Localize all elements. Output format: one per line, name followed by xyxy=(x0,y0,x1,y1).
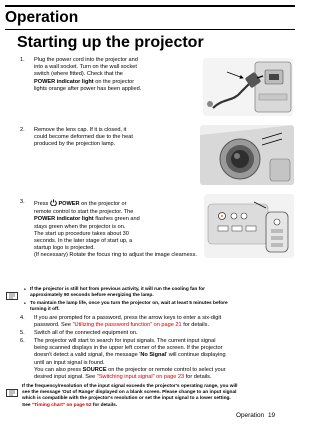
power-icon xyxy=(50,199,57,209)
note-icon xyxy=(6,384,20,402)
text-line: If the frequency/resolution of the input signal exceeds the projector's operating range, you will xyxy=(22,384,238,389)
step-number: 3. xyxy=(20,199,25,205)
page-number: 19 xyxy=(268,412,276,419)
step-text xyxy=(34,315,296,329)
text-line: POWER indicator light on the projector xyxy=(34,78,135,85)
step-text xyxy=(34,127,133,149)
text-line: until an input signal is found. xyxy=(34,359,105,366)
text-line: lights orange after power has been applied. xyxy=(34,85,142,92)
text-line: which is compatible with the projector's resolution or set the input signal to a lower setting. xyxy=(22,396,231,402)
text-line: doesn't detect a valid signal, the message 'No Signal' will continue displaying xyxy=(34,352,226,359)
text-line: If you are prompted for a password, press the arrow keys to enter a six-digit xyxy=(34,315,222,321)
input-signal-link[interactable]: "Switching input signal" on page 23 xyxy=(96,374,185,381)
note-bullet: • xyxy=(24,287,26,293)
text-line: could become deformed due to the heat xyxy=(34,134,133,141)
text-line: see the message 'Out of Range' displayed on a blank screen. Please change to an input signal xyxy=(22,390,237,396)
text-line: Press POWER on the projector or xyxy=(34,199,299,209)
step-number: 5. xyxy=(20,330,25,336)
password-link[interactable]: "Utilizing the password function" on page 21 xyxy=(72,322,182,329)
text-line: (If necessary) Rotate the focus ring to adjust the image clearness. xyxy=(34,252,197,259)
text-line: switch (where fitted). Check that the xyxy=(34,71,123,78)
text-line: Switch all of the connected equipment on. xyxy=(34,330,138,336)
lens-cap-illustration xyxy=(200,125,294,185)
text-line: into a wall socket. Turn on the wall socket xyxy=(34,64,137,71)
step-number: 2. xyxy=(20,127,25,133)
text-line: To maintain the lamp life, once you turn the projector on, wait at least 5 minutes before xyxy=(30,301,228,306)
timing-chart-link[interactable]: "Timing chart" on page 52 xyxy=(31,402,92,408)
text-line: POWER indicator light flashes green and xyxy=(34,216,140,223)
text-line: If the projector is still hot from previous activity, it will run the cooling fan for xyxy=(30,287,206,292)
text-line: The start up procedure takes about 30 xyxy=(34,230,129,237)
text-line: being scanned displays in the upper left corner of the screen. If the projector xyxy=(34,345,223,352)
note-bullet: • xyxy=(24,301,26,307)
step-text xyxy=(34,330,138,337)
text-line: You can also press SOURCE on the projector or remote control to select your xyxy=(34,366,226,373)
step-1 xyxy=(20,57,205,103)
section-rule xyxy=(5,29,295,30)
footer-section-label: Operation xyxy=(236,412,265,419)
step-number: 6. xyxy=(20,338,25,344)
text-line: startup logo is projected. xyxy=(34,245,95,252)
text-line: desired input signal. See "Switching input signal" on page 23 for details. xyxy=(34,374,212,381)
text-line: stays green when the projector is on. xyxy=(34,223,126,230)
text-line: seconds. In the later stage of start up, a xyxy=(34,238,133,245)
power-plug-illustration xyxy=(203,58,293,116)
header-rule xyxy=(5,5,295,7)
text-line: approximately 90 seconds before energizing the lamp. xyxy=(30,293,154,299)
text-line: password. See "Utilizing the password function" on page 21 for details. xyxy=(34,322,210,329)
text-line: Remove the lens cap. If it is closed, it xyxy=(34,127,127,133)
text-line: produced by the projection lamp. xyxy=(34,141,116,148)
step-number: 4. xyxy=(20,315,25,321)
text-line: Plug the power cord into the projector and xyxy=(34,57,138,63)
step-text xyxy=(34,57,141,93)
page-title: Starting up the projector xyxy=(17,34,204,51)
step-number: 1. xyxy=(20,57,25,63)
text-line: turning it off. xyxy=(30,307,60,313)
text-line: remote control to start the projector. The xyxy=(34,209,134,216)
note-text xyxy=(22,384,296,409)
note-icon xyxy=(6,287,20,305)
note-text xyxy=(30,301,228,313)
text-line: The projector will start to search for input signals. The current input signal xyxy=(34,338,216,344)
note-text xyxy=(30,287,205,299)
text-line: See "Timing chart" on page 52 for details. xyxy=(22,402,118,408)
step-2 xyxy=(20,127,200,151)
control-panel-illustration xyxy=(204,194,294,258)
section-title: Operation xyxy=(5,9,79,26)
step-text xyxy=(34,338,296,381)
